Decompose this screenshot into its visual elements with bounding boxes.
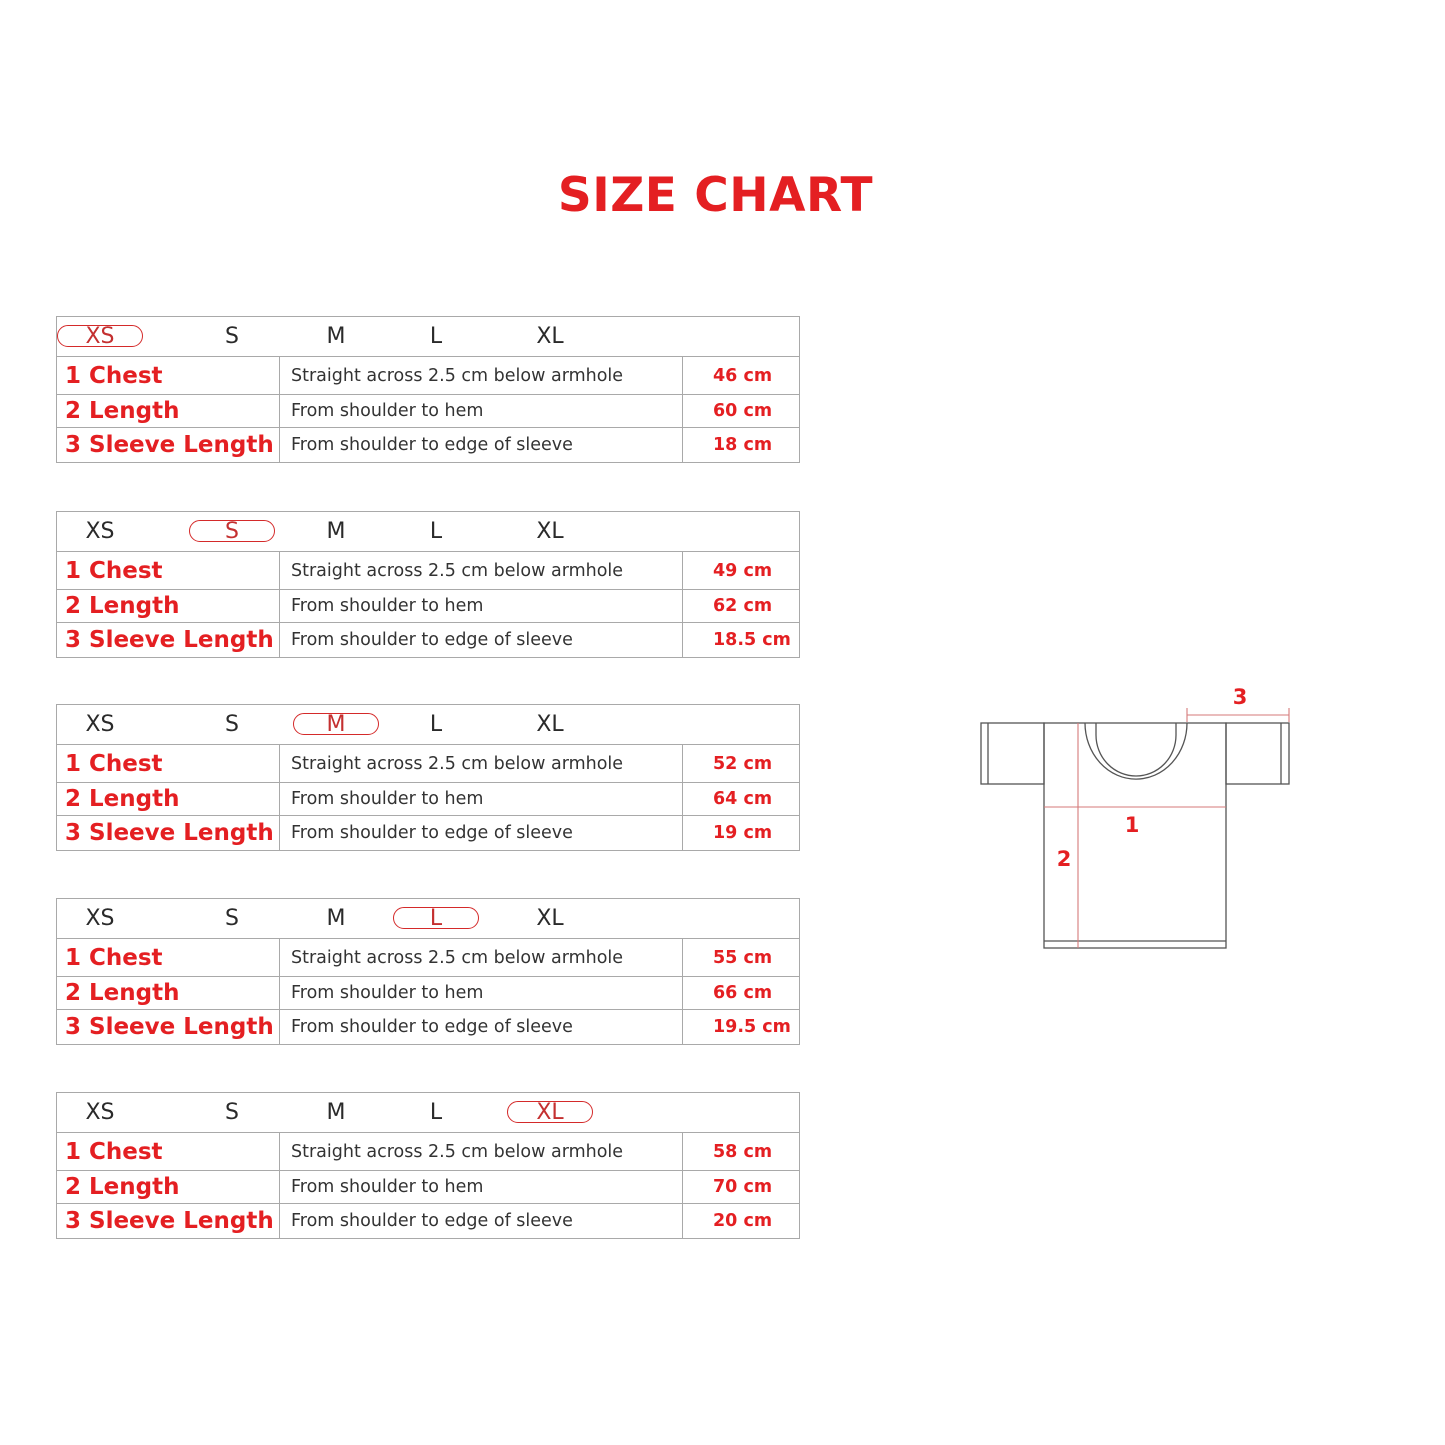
size-selector-row [57,705,799,745]
measurement-label: 1 Chest [65,557,163,584]
size-option-xs[interactable]: XS [85,906,115,931]
measurement-label: 1 Chest [65,362,163,389]
size-table [56,898,800,1045]
measurement-value: 49 cm [682,552,799,589]
size-option-s[interactable]: S [225,712,239,737]
tshirt-right-sleeve [1226,723,1289,784]
size-option-xl[interactable]: XL [536,712,564,737]
measurement-label: 3 Sleeve Length [65,627,274,653]
tshirt-measurement-diagram [975,680,1305,960]
measurement-description: From shoulder to hem [279,783,659,815]
measurement-description: From shoulder to hem [279,1171,659,1203]
size-selector-row [57,899,799,939]
measurement-row [57,783,799,816]
measurement-row [57,939,799,977]
size-option-s[interactable]: S [225,324,239,349]
measurement-value: 55 cm [682,939,799,976]
measurement-row [57,428,799,462]
size-option-l[interactable]: L [393,899,479,938]
size-option-xl[interactable]: XL [536,519,564,544]
size-table [56,1092,800,1239]
measurement-row [57,1171,799,1204]
size-selector-row [57,1093,799,1133]
measurement-row [57,590,799,623]
size-option-m[interactable]: M [293,705,379,744]
chest-marker: 1 [1124,813,1140,837]
measurement-row [57,745,799,783]
measurement-label: 1 Chest [65,750,163,777]
measurement-description: Straight across 2.5 cm below armhole [279,357,659,394]
size-table [56,704,800,851]
size-option-m[interactable]: M [326,906,346,931]
measurement-description: Straight across 2.5 cm below armhole [279,1133,659,1170]
measurement-label: 3 Sleeve Length [65,820,274,846]
measurement-description: From shoulder to hem [279,977,659,1009]
size-option-xl[interactable]: XL [536,324,564,349]
measurement-row [57,1010,799,1044]
measurement-value: 64 cm [682,783,799,815]
size-table [56,511,800,658]
measurement-label: 2 Length [65,786,180,812]
measurement-description: From shoulder to edge of sleeve [279,428,659,462]
tshirt-left-sleeve [981,723,1044,784]
sleeve-marker: 3 [1232,685,1248,709]
measurement-label: 3 Sleeve Length [65,1208,274,1234]
measurement-row [57,977,799,1010]
measurement-label: 1 Chest [65,1138,163,1165]
measurement-row [57,623,799,657]
measurement-row [57,1204,799,1238]
measurement-value: 19.5 cm [682,1010,799,1044]
page-title: SIZE CHART [557,168,874,223]
measurement-label: 2 Length [65,980,180,1006]
measurement-value: 19 cm [682,816,799,850]
size-option-m[interactable]: M [326,324,346,349]
measurement-description: Straight across 2.5 cm below armhole [279,745,659,782]
measurement-row [57,395,799,428]
size-table [56,316,800,463]
measurement-value: 52 cm [682,745,799,782]
size-option-s[interactable]: S [225,1100,239,1125]
measurement-description: Straight across 2.5 cm below armhole [279,939,659,976]
measurement-value: 58 cm [682,1133,799,1170]
measurement-row [57,816,799,850]
size-option-l[interactable]: L [429,324,443,349]
measurement-value: 62 cm [682,590,799,622]
size-option-xs[interactable]: XS [85,1100,115,1125]
measurement-description: From shoulder to hem [279,590,659,622]
measurement-label: 2 Length [65,1174,180,1200]
measurement-value: 18.5 cm [682,623,799,657]
size-option-l[interactable]: L [429,519,443,544]
size-option-m[interactable]: M [326,519,346,544]
size-option-xs[interactable]: XS [85,712,115,737]
size-selector-row [57,317,799,357]
measurement-lines [1044,708,1289,948]
size-option-m[interactable]: M [326,1100,346,1125]
size-option-xs[interactable]: XS [57,317,143,356]
measurement-value: 66 cm [682,977,799,1009]
size-option-s[interactable]: S [225,906,239,931]
size-option-l[interactable]: L [429,712,443,737]
length-marker: 2 [1056,847,1072,871]
measurement-value: 20 cm [682,1204,799,1238]
measurement-value: 46 cm [682,357,799,394]
measurement-description: From shoulder to edge of sleeve [279,1010,659,1044]
measurement-description: Straight across 2.5 cm below armhole [279,552,659,589]
size-option-s[interactable]: S [189,512,275,551]
measurement-description: From shoulder to hem [279,395,659,427]
measurement-description: From shoulder to edge of sleeve [279,816,659,850]
size-option-xl[interactable]: XL [507,1093,593,1132]
measurement-row [57,1133,799,1171]
measurement-value: 60 cm [682,395,799,427]
size-selector-row [57,512,799,552]
measurement-label: 2 Length [65,593,180,619]
size-option-xs[interactable]: XS [85,519,115,544]
measurement-value: 18 cm [682,428,799,462]
size-option-xl[interactable]: XL [536,906,564,931]
measurement-value: 70 cm [682,1171,799,1203]
measurement-description: From shoulder to edge of sleeve [279,623,659,657]
measurement-label: 2 Length [65,398,180,424]
measurement-description: From shoulder to edge of sleeve [279,1204,659,1238]
size-option-l[interactable]: L [429,1100,443,1125]
measurement-row [57,552,799,590]
measurement-label: 1 Chest [65,944,163,971]
tshirt-collar-inner [1096,723,1176,776]
tshirt-collar-outer [1085,723,1187,779]
measurement-label: 3 Sleeve Length [65,1014,274,1040]
measurement-row [57,357,799,395]
measurement-label: 3 Sleeve Length [65,432,274,458]
